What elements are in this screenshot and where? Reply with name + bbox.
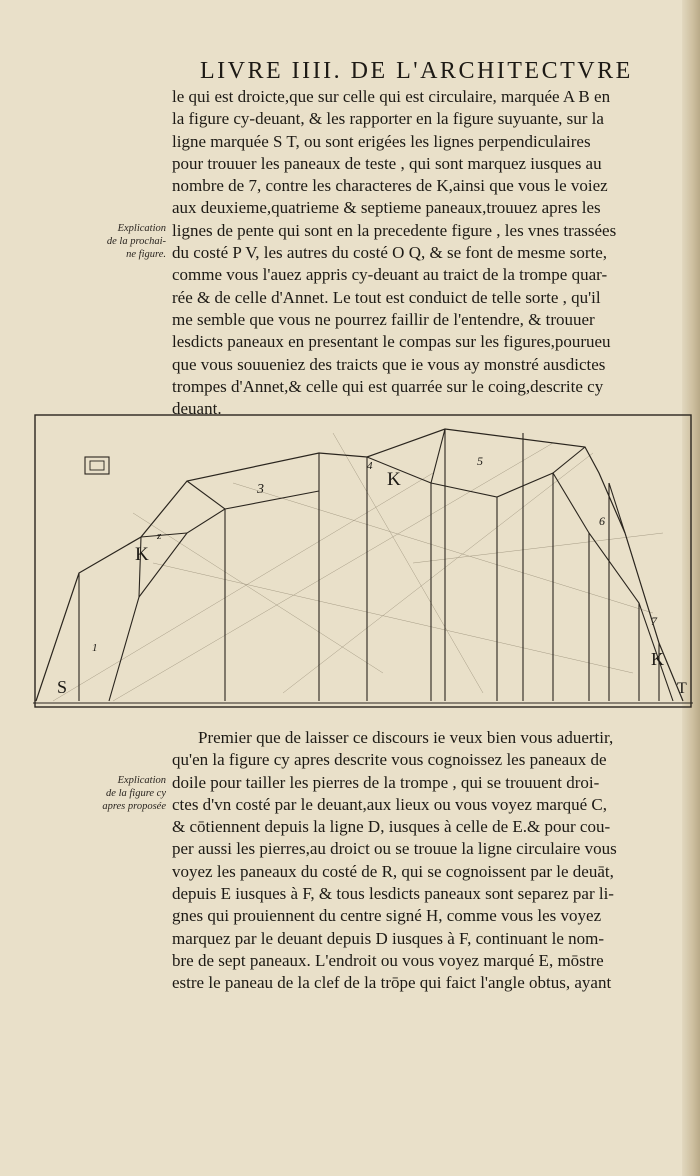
margin-note-line: Explication bbox=[117, 223, 166, 234]
margin-note-line: ne figure. bbox=[126, 249, 166, 260]
text-line: trompes d'Annet,& celle qui est quarrée sur le coing,descrite cy bbox=[172, 376, 604, 396]
figure-label-t: T bbox=[677, 680, 687, 697]
figure-label-k2: K bbox=[135, 544, 149, 565]
figure-label-3: 3 bbox=[257, 482, 264, 497]
text-line: que vous souueniez des traicts que ie vous ay monstré ausdictes bbox=[172, 354, 606, 374]
text-line: gnes qui prouiennent du centre signé H, comme vous les voyez bbox=[172, 906, 602, 926]
figure-label-4: 4 bbox=[367, 460, 373, 472]
figure-label-1: 1 bbox=[92, 642, 98, 654]
running-header: LIVRE IIII. DE L'ARCHITECTVRE bbox=[200, 58, 633, 84]
margin-note-line: de la prochai- bbox=[106, 236, 166, 247]
text-line: bre de sept paneaux. L'endroit ou vous voyez marqué E, mōstre bbox=[172, 950, 604, 970]
text-line: deuant. bbox=[172, 399, 222, 419]
figure-label-7: 7 bbox=[651, 614, 657, 628]
text-line: & cōtiennent depuis la ligne D, iusques à celle de E.& pour cou- bbox=[172, 817, 611, 837]
top-paragraph bbox=[172, 86, 616, 420]
text-line: la figure cy-deuant, & les rapporter en la figure suyuante, sur la bbox=[172, 109, 604, 129]
text-line: voyez les paneaux du costé de R, qui se cognoissent par le deuāt, bbox=[172, 861, 614, 881]
margin-note-explication-figure bbox=[96, 774, 166, 813]
margin-note-explication bbox=[100, 222, 166, 261]
figure-label-6: 6 bbox=[599, 514, 605, 528]
text-line: nombre de 7, contre les characteres de K,ainsi que vous le voiez bbox=[172, 176, 608, 196]
figure-frame bbox=[35, 415, 691, 707]
figure-label-k7: K bbox=[651, 649, 664, 669]
square-emblem bbox=[85, 457, 109, 474]
text-line: ctes d'vn costé par le deuant,aux lieux ou vous voyez marqué C, bbox=[172, 794, 608, 814]
text-line: qu'en la figure cy apres descrite vous cognoissez les paneaux de bbox=[172, 750, 607, 770]
margin-note-line: de la figure cy bbox=[106, 788, 166, 799]
text-line: rée & de celle d'Annet. Le tout est conduict de telle sorte , qu'il bbox=[172, 287, 601, 307]
margin-note-line: Explication bbox=[117, 775, 166, 786]
text-line: pour trouuer les paneaux de teste , qui sont marquez iusques au bbox=[172, 153, 602, 173]
text-line: per aussi les pierres,au droict ou se trouue la ligne circulaire vous bbox=[172, 839, 617, 859]
square-emblem-inner bbox=[90, 461, 104, 470]
text-line: depuis E iusques à F, & tous lesdicts paneaux sont separez par li- bbox=[172, 884, 614, 904]
construction-lines bbox=[53, 433, 663, 701]
figure-label-k4: K bbox=[387, 469, 401, 490]
bottom-paragraph bbox=[172, 727, 617, 995]
figure-label-sup2: z bbox=[157, 530, 162, 542]
text-line: lignes de pente qui sont en la precedente figure , les vnes trassées bbox=[172, 220, 617, 240]
panel-2-edges bbox=[139, 481, 225, 597]
panel-5-edges bbox=[431, 447, 585, 497]
figure-label-5: 5 bbox=[477, 454, 483, 468]
text-line: ligne marquée S T, ou sont erigées les lignes perpendiculaires bbox=[172, 131, 591, 151]
text-line: marquez par le deuant depuis D iusques à F, continuant le nom- bbox=[172, 928, 605, 948]
text-line: me semble que vous ne pourrez faillir de l'entendre, & trouuer bbox=[172, 309, 595, 329]
text-line: estre le paneau de la clef de la trōpe qui faict l'angle obtus, ayant bbox=[172, 973, 612, 993]
text-line: comme vous l'auez appris cy-deuant au traict de la trompe quar- bbox=[172, 265, 608, 285]
panel-outline bbox=[36, 429, 683, 701]
figure-label-s: S bbox=[57, 677, 68, 697]
text-line: lesdicts paneaux en presentant le compas sur les figures,pourueu bbox=[172, 332, 611, 352]
text-line: doile pour tailler les pierres de la trompe , qui se trouuent droi- bbox=[172, 772, 600, 792]
text-line: le qui est droicte,que sur celle qui est circulaire, marquée A B en bbox=[172, 87, 611, 106]
text-line: du costé P V, les autres du costé O Q, & se font de mesme sorte, bbox=[172, 243, 608, 263]
text-line: aux deuxieme,quatrieme & septieme paneaux,trouuez apres les bbox=[172, 198, 601, 218]
text-line: Premier que de laisser ce discours ie veux bien vous aduertir, bbox=[198, 728, 614, 747]
trompe-panels-figure bbox=[33, 413, 693, 709]
margin-note-line: apres proposée bbox=[102, 801, 166, 812]
